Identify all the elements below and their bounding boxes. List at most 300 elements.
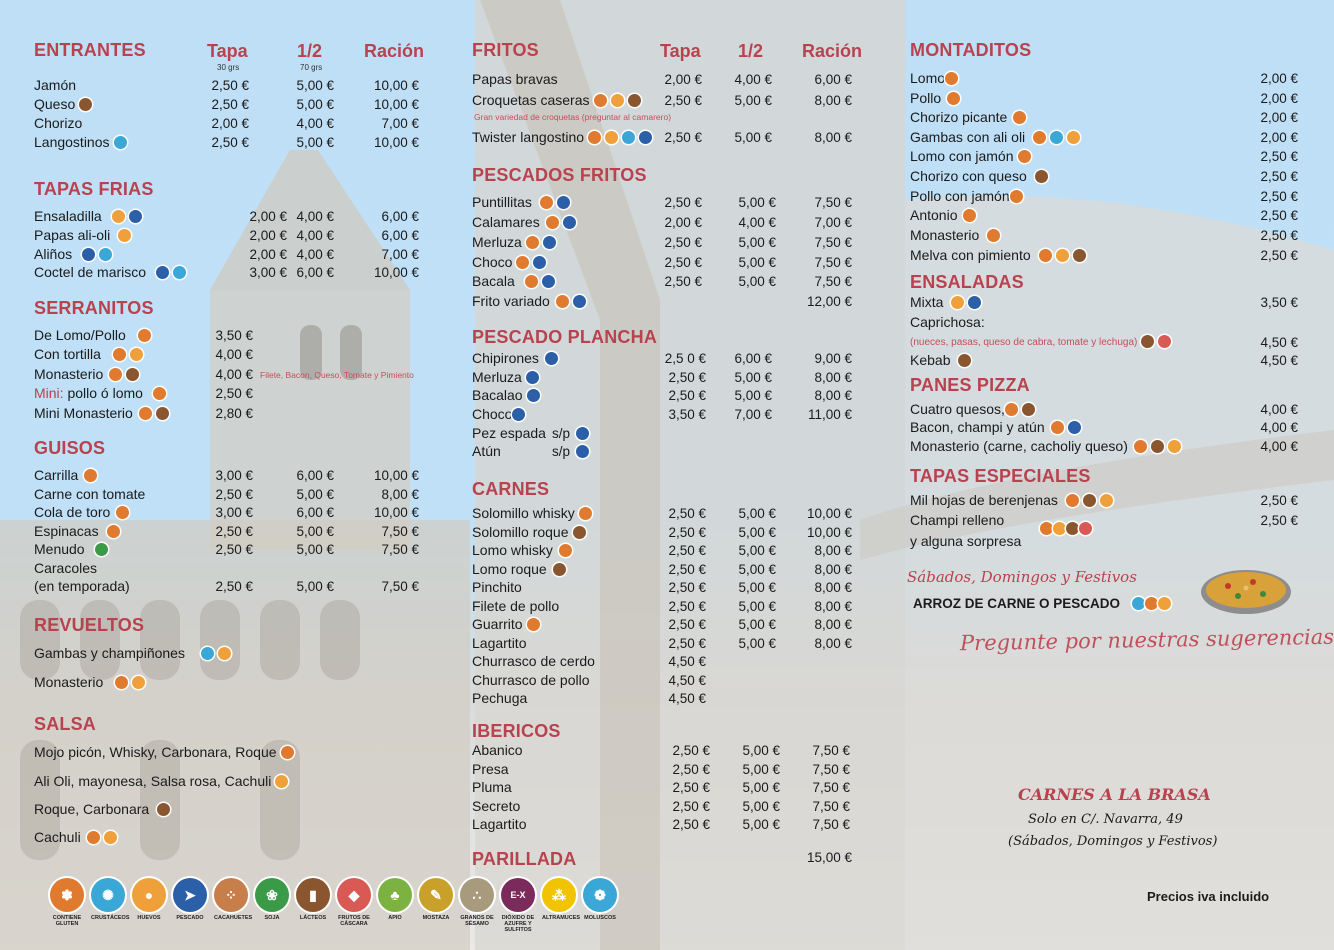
price-media: 5,00 € xyxy=(738,255,776,270)
egg-icon xyxy=(130,348,143,361)
price: 2,50 € xyxy=(1260,248,1298,263)
menu-item xyxy=(34,326,419,345)
fish-icon xyxy=(512,408,525,421)
menu-item xyxy=(472,292,854,311)
item-name: Merluza xyxy=(472,369,522,385)
price-tapa: 2,50 € xyxy=(668,617,706,632)
item-name: Melva con pimiento xyxy=(910,247,1031,263)
item-name: Jamón xyxy=(34,77,77,93)
shell-icon: ❁ xyxy=(583,878,617,912)
crustacean-icon xyxy=(114,136,127,149)
gluten-icon xyxy=(153,387,166,400)
suggestions-text: Pregunte por nuestras sugerencias xyxy=(959,624,1334,656)
gluten-icon xyxy=(540,196,553,209)
dairy-icon xyxy=(628,94,641,107)
menu-item xyxy=(472,424,854,443)
price-racion: 8,00 € xyxy=(814,370,852,385)
egg-icon xyxy=(1100,494,1113,507)
column-right xyxy=(907,0,1334,950)
price-racion: 10,00 € xyxy=(806,506,852,521)
price-tapa: 2,50 € xyxy=(668,388,706,403)
menu-item xyxy=(472,671,854,690)
item-name: Roque, Carbonara xyxy=(34,801,150,817)
gluten-icon xyxy=(945,72,958,85)
gluten-icon xyxy=(987,229,1000,242)
price: 2,00 € xyxy=(1260,91,1298,106)
price-tapa: 4,50 € xyxy=(668,654,706,669)
item-name: Choco xyxy=(472,406,513,422)
gluten-icon xyxy=(116,506,129,519)
price-tapa: 2,50 € xyxy=(668,506,706,521)
price-media: 5,00 € xyxy=(738,543,776,558)
item-name: Twister langostino xyxy=(472,129,585,145)
item-name: Bacalao xyxy=(472,387,523,403)
menu-item xyxy=(34,226,419,245)
crab-icon: ✺ xyxy=(91,878,125,912)
egg-icon xyxy=(1056,249,1069,262)
egg-icon xyxy=(218,647,231,660)
menu-item xyxy=(910,69,1298,88)
dairy-icon xyxy=(1083,494,1096,507)
column-middle xyxy=(472,0,862,950)
egg-icon xyxy=(1067,131,1080,144)
legend-item xyxy=(50,878,84,933)
price-tapa: 4,50 € xyxy=(668,691,706,706)
price-tapa: 2,50 € xyxy=(664,93,702,108)
price: 4,50 € xyxy=(1260,335,1298,350)
price-racion: 7,50 € xyxy=(814,274,852,289)
price-tapa: 2,00 € xyxy=(249,228,287,243)
menu-item xyxy=(472,815,854,834)
item-name: Secreto xyxy=(472,798,521,814)
menu-item xyxy=(910,293,1298,312)
price-tapa: 2,50 € xyxy=(215,524,253,539)
gluten-icon xyxy=(588,131,601,144)
menu-item xyxy=(472,91,854,110)
price-racion: 6,00 € xyxy=(381,209,419,224)
item-name: Solomillo roque xyxy=(472,524,569,540)
menu-item xyxy=(34,76,419,95)
price-media: 4,00 € xyxy=(734,72,772,87)
legend-item xyxy=(296,878,330,933)
item-name: Queso xyxy=(34,96,76,112)
menu-item xyxy=(472,848,854,867)
gluten-icon xyxy=(1018,150,1031,163)
price-racion: 8,00 € xyxy=(381,487,419,502)
fish-icon xyxy=(557,196,570,209)
menu-item xyxy=(910,491,1298,510)
nut-icon xyxy=(1079,522,1092,535)
gluten-icon xyxy=(1145,597,1158,610)
price-racion: 7,50 € xyxy=(814,255,852,270)
nut-icon xyxy=(1158,335,1171,348)
item-name: Langostinos xyxy=(34,134,110,150)
menu-item xyxy=(472,797,854,816)
price: 4,00 € xyxy=(1260,402,1298,417)
fish-icon xyxy=(576,445,589,458)
column-left xyxy=(34,0,444,950)
item-name: Churrasco de cerdo xyxy=(472,653,595,669)
price-media: 5,00 € xyxy=(742,817,780,832)
price-tapa: 2,50 € xyxy=(664,195,702,210)
gluten-icon xyxy=(1051,421,1064,434)
price-media: 5,00 € xyxy=(738,599,776,614)
legend-label: SOJA xyxy=(264,915,280,921)
fish-icon xyxy=(576,427,589,440)
menu-item xyxy=(910,226,1298,245)
item-name: Monasterio xyxy=(910,227,980,243)
egg-icon xyxy=(1168,440,1181,453)
lupin-icon: ⁂ xyxy=(542,878,576,912)
legend-label: CRUSTÁCEOS xyxy=(91,915,130,921)
menu-item xyxy=(472,741,854,760)
weekend-label: Sábados, Domingos y Festivos xyxy=(907,568,1137,586)
legend-item xyxy=(542,878,581,933)
item-name: Coctel de marisco xyxy=(34,264,147,280)
champi-allergen-icons xyxy=(1040,521,1092,539)
dairy-icon xyxy=(156,407,169,420)
section-title-parillada: PARILLADA xyxy=(472,849,577,869)
price-racion: 7,00 € xyxy=(381,116,419,131)
item-name: y alguna sorpresa xyxy=(910,533,1022,549)
item-name: Menudo xyxy=(34,541,85,557)
legend-label: FRUTOS DE CÁSCARA xyxy=(338,915,370,927)
item-name: Cola de toro xyxy=(34,504,111,520)
price-media: 6,00 € xyxy=(296,505,334,520)
menu-item xyxy=(34,95,419,114)
egg-icon xyxy=(605,131,618,144)
price-racion: 6,00 € xyxy=(381,228,419,243)
price-tapa: 4,00 € xyxy=(215,347,253,362)
egg-icon xyxy=(132,676,145,689)
price: 4,50 € xyxy=(1260,353,1298,368)
item-name: Papas bravas xyxy=(472,71,558,87)
item-name: Chorizo picante xyxy=(910,109,1008,125)
menu-item xyxy=(34,384,419,403)
gluten-icon xyxy=(579,507,592,520)
price-media: 5,00 € xyxy=(296,78,334,93)
item-name: Lomo whisky xyxy=(472,542,553,558)
item-name: Papas ali-oli xyxy=(34,227,111,243)
item-name: Pollo xyxy=(910,90,942,106)
price-racion: 7,50 € xyxy=(812,799,850,814)
egg-icon: ● xyxy=(132,878,166,912)
brasa-address: Solo en C/. Navarra, 49 xyxy=(1028,812,1183,827)
fish-icon xyxy=(573,295,586,308)
price: 2,50 € xyxy=(1260,208,1298,223)
legend-item xyxy=(501,878,535,933)
item-name: Mojo picón, Whisky, Carbonara, Roque xyxy=(34,744,277,760)
item-name: Caracoles xyxy=(34,560,98,576)
price-media: 4,00 € xyxy=(296,228,334,243)
item-name: Pechuga xyxy=(472,690,528,706)
menu-item xyxy=(34,345,419,364)
section-title-tapas-frias: TAPAS FRIAS xyxy=(34,179,154,199)
gluten-icon xyxy=(546,216,559,229)
fish-icon xyxy=(639,131,652,144)
price: 2,50 € xyxy=(1260,169,1298,184)
menu-item xyxy=(910,313,1298,332)
price: 2,00 € xyxy=(1260,110,1298,125)
crustacean-icon xyxy=(1132,597,1145,610)
crustacean-icon xyxy=(622,131,635,144)
menu-item xyxy=(34,245,419,264)
item-name: Atún xyxy=(472,443,501,459)
item-name: Monasterio xyxy=(34,366,104,382)
menu-item xyxy=(910,89,1298,108)
legend-label: CACAHUETES xyxy=(214,915,253,921)
section-title-revueltos: REVUELTOS xyxy=(34,615,145,635)
item-name: Lomo roque xyxy=(472,561,547,577)
price-media: 5,00 € xyxy=(296,579,334,594)
price-media: 5,00 € xyxy=(738,274,776,289)
legend-label: CONTIENE GLUTEN xyxy=(52,915,82,927)
dairy-icon xyxy=(79,98,92,111)
menu-item xyxy=(472,597,854,616)
dairy-icon xyxy=(1073,249,1086,262)
section-title-ibericos: IBERICOS xyxy=(472,721,561,741)
egg-icon xyxy=(1053,522,1066,535)
shellfish-icon xyxy=(201,647,214,660)
legend-item xyxy=(337,878,371,933)
menu-item xyxy=(910,437,1298,456)
item-name: Pinchito xyxy=(472,579,522,595)
item-name: Solomillo whisky xyxy=(472,505,575,521)
menu-item xyxy=(910,108,1298,127)
dairy-icon xyxy=(126,368,139,381)
item-name: Presa xyxy=(472,761,509,777)
item-description: (nueces, pasas, queso de cabra, tomate y lechuga) xyxy=(910,337,1138,348)
item-name: Ali Oli, mayonesa, Salsa rosa, Cachuli xyxy=(34,773,272,789)
egg-icon xyxy=(275,775,288,788)
legend-label: GRANOS DE SÉSAMO xyxy=(460,915,494,927)
gluten-icon xyxy=(1066,494,1079,507)
gluten-icon xyxy=(1134,440,1147,453)
price-tapa: 2,50 € xyxy=(664,274,702,289)
price-tapa: 2,50 € xyxy=(215,579,253,594)
egg-icon xyxy=(112,210,125,223)
sesame-icon: ∴ xyxy=(460,878,494,912)
price: 4,00 € xyxy=(1260,439,1298,454)
menu-item xyxy=(34,263,419,282)
price-racion: 10,00 € xyxy=(373,78,419,93)
item-name: Espinacas xyxy=(34,523,99,539)
menu-item xyxy=(910,333,1298,352)
menu-item xyxy=(472,760,854,779)
legend-item xyxy=(91,878,130,933)
price-racion: 10,00 € xyxy=(373,505,419,520)
price-racion: 7,50 € xyxy=(812,817,850,832)
fish-icon xyxy=(526,371,539,384)
fish-icon xyxy=(543,236,556,249)
menu-item xyxy=(472,368,854,387)
menu-item xyxy=(34,133,419,152)
legend-item xyxy=(132,878,166,933)
gluten-icon xyxy=(139,407,152,420)
price-media: 5,00 € xyxy=(296,542,334,557)
dairy-icon xyxy=(1035,170,1048,183)
price-racion: 7,50 € xyxy=(381,542,419,557)
allergen-legend xyxy=(50,878,617,933)
gluten-icon xyxy=(115,676,128,689)
gluten-icon xyxy=(109,368,122,381)
fish-icon: ➤ xyxy=(173,878,207,912)
header-tapa-weight: 30 grs xyxy=(217,63,240,72)
legend-label: MOLUSCOS xyxy=(584,915,616,921)
price-racion: 7,00 € xyxy=(814,215,852,230)
price-media: 5,00 € xyxy=(734,370,772,385)
item-name: Churrasco de pollo xyxy=(472,672,590,688)
mini-label: Mini: xyxy=(34,385,64,401)
price-media: 6,00 € xyxy=(734,351,772,366)
menu-item xyxy=(34,540,419,559)
price-racion: 10,00 € xyxy=(373,97,419,112)
egg-icon xyxy=(611,94,624,107)
price-tapa: 3,00 € xyxy=(215,468,253,483)
price-tapa: 2,50 € xyxy=(668,525,706,540)
section-title-tapas-especiales: TAPAS ESPECIALES xyxy=(910,466,1091,486)
menu-item xyxy=(910,246,1298,265)
price-media: 5,00 € xyxy=(742,799,780,814)
item-name: Mini Monasterio xyxy=(34,405,133,421)
wheat-icon: ✽ xyxy=(50,878,84,912)
item-name: Frito variado xyxy=(472,293,550,309)
item-name: Lagartito xyxy=(472,635,527,651)
price-media: 5,00 € xyxy=(296,135,334,150)
price-tapa: 2,50 € xyxy=(672,817,710,832)
price-tapa: 2,00 € xyxy=(211,116,249,131)
item-name: Bacala xyxy=(472,273,515,289)
item-name: (en temporada) xyxy=(34,578,130,594)
header-tapa: Tapa xyxy=(660,41,701,61)
price-racion: 7,50 € xyxy=(381,579,419,594)
price-racion: 8,00 € xyxy=(814,599,852,614)
menu-item xyxy=(472,541,854,560)
price-tapa: 4,00 € xyxy=(215,367,253,382)
price-media: 5,00 € xyxy=(738,525,776,540)
section-title-ensaladas: ENSALADAS xyxy=(910,272,1024,292)
price-market: s/p xyxy=(552,426,571,441)
menu-item xyxy=(34,485,419,504)
header-racion: Ración xyxy=(364,41,425,61)
item-name: Mil hojas de berenjenas xyxy=(910,492,1058,508)
menu-item xyxy=(472,272,854,291)
menu-item xyxy=(910,147,1298,166)
paella-image xyxy=(1198,562,1294,618)
price-racion: 8,00 € xyxy=(814,543,852,558)
item-name: Chorizo xyxy=(34,115,83,131)
gluten-icon xyxy=(527,618,540,631)
item-name: Chorizo con queso xyxy=(910,168,1027,184)
price-tapa: 2,50 € xyxy=(211,78,249,93)
nut-icon: ◆ xyxy=(337,878,371,912)
price-tapa: 2,50 € xyxy=(672,762,710,777)
legend-label: ALTRAMUCES xyxy=(542,915,581,921)
price-media: 5,00 € xyxy=(738,617,776,632)
menu-item xyxy=(34,772,419,791)
item-name: Caprichosa: xyxy=(910,314,985,330)
legend-item xyxy=(214,878,253,933)
price-racion: 7,50 € xyxy=(814,235,852,250)
menu-item xyxy=(472,70,854,89)
fish-icon xyxy=(527,389,540,402)
menu-item xyxy=(472,504,854,523)
fish-icon xyxy=(1068,421,1081,434)
price-racion: 7,50 € xyxy=(381,524,419,539)
milk-icon: ▮ xyxy=(296,878,330,912)
header-media-weight: 70 grs xyxy=(300,63,323,72)
menu-item xyxy=(472,193,854,212)
item-name: Lagartito xyxy=(472,816,527,832)
legend-item xyxy=(255,878,289,933)
price-tapa: 2,50 € xyxy=(668,370,706,385)
price-media: 5,00 € xyxy=(296,97,334,112)
fish-icon xyxy=(563,216,576,229)
egg-icon xyxy=(104,831,117,844)
fish-icon xyxy=(129,210,142,223)
gluten-icon xyxy=(1040,522,1053,535)
price: 2,00 € xyxy=(1260,71,1298,86)
menu-item xyxy=(472,652,854,671)
section-title-serranitos: SERRANITOS xyxy=(34,298,154,318)
price-tapa: 3,00 € xyxy=(215,505,253,520)
item-name: Calamares xyxy=(472,214,540,230)
legend-label: DIÓXIDO DE AZUFRE Y SULFITOS xyxy=(501,915,535,933)
section-title-panes-pizza: PANES PIZZA xyxy=(910,375,1030,395)
legend-label: APIO xyxy=(388,915,402,921)
price-racion: 7,00 € xyxy=(381,247,419,262)
price: 2,50 € xyxy=(1260,228,1298,243)
header-racion: Ración xyxy=(802,41,863,61)
item-name: Chipirones xyxy=(472,350,539,366)
price-tapa: 2,5 0 € xyxy=(664,351,706,366)
price-media: 5,00 € xyxy=(738,636,776,651)
section-title-entrantes: ENTRANTES xyxy=(34,40,146,60)
dairy-icon xyxy=(1022,403,1035,416)
price-tapa: 3,50 € xyxy=(668,407,706,422)
section-title-pescados-fritos: PESCADOS FRITOS xyxy=(472,165,647,185)
section-title-carnes: CARNES xyxy=(472,479,550,499)
crustacean-icon xyxy=(1050,131,1063,144)
menu-item xyxy=(34,577,419,596)
menu-item xyxy=(910,206,1298,225)
fish-icon xyxy=(156,266,169,279)
menu-item xyxy=(34,114,419,133)
menu-item xyxy=(34,673,419,692)
price-racion: 7,50 € xyxy=(812,762,850,777)
fish-icon xyxy=(82,248,95,261)
dairy-icon xyxy=(1151,440,1164,453)
gluten-icon xyxy=(516,256,529,269)
menu-item xyxy=(910,351,1298,370)
price-racion: 8,00 € xyxy=(814,130,852,145)
price-media: 5,00 € xyxy=(296,487,334,502)
item-name: Choco xyxy=(472,254,513,270)
gluten-icon xyxy=(526,236,539,249)
price-racion: 10,00 € xyxy=(373,468,419,483)
menu-item xyxy=(472,128,854,147)
item-name: Merluza xyxy=(472,234,522,250)
fish-icon xyxy=(545,352,558,365)
price: 2,50 € xyxy=(1260,513,1298,528)
menu-item xyxy=(472,213,854,232)
item-name: Aliños xyxy=(34,246,73,262)
menu-item xyxy=(910,128,1298,147)
price-tapa: 3,00 € xyxy=(249,265,287,280)
item-name: Lomo con jamón xyxy=(910,148,1014,164)
gluten-icon xyxy=(107,525,120,538)
menu-item xyxy=(472,634,854,653)
